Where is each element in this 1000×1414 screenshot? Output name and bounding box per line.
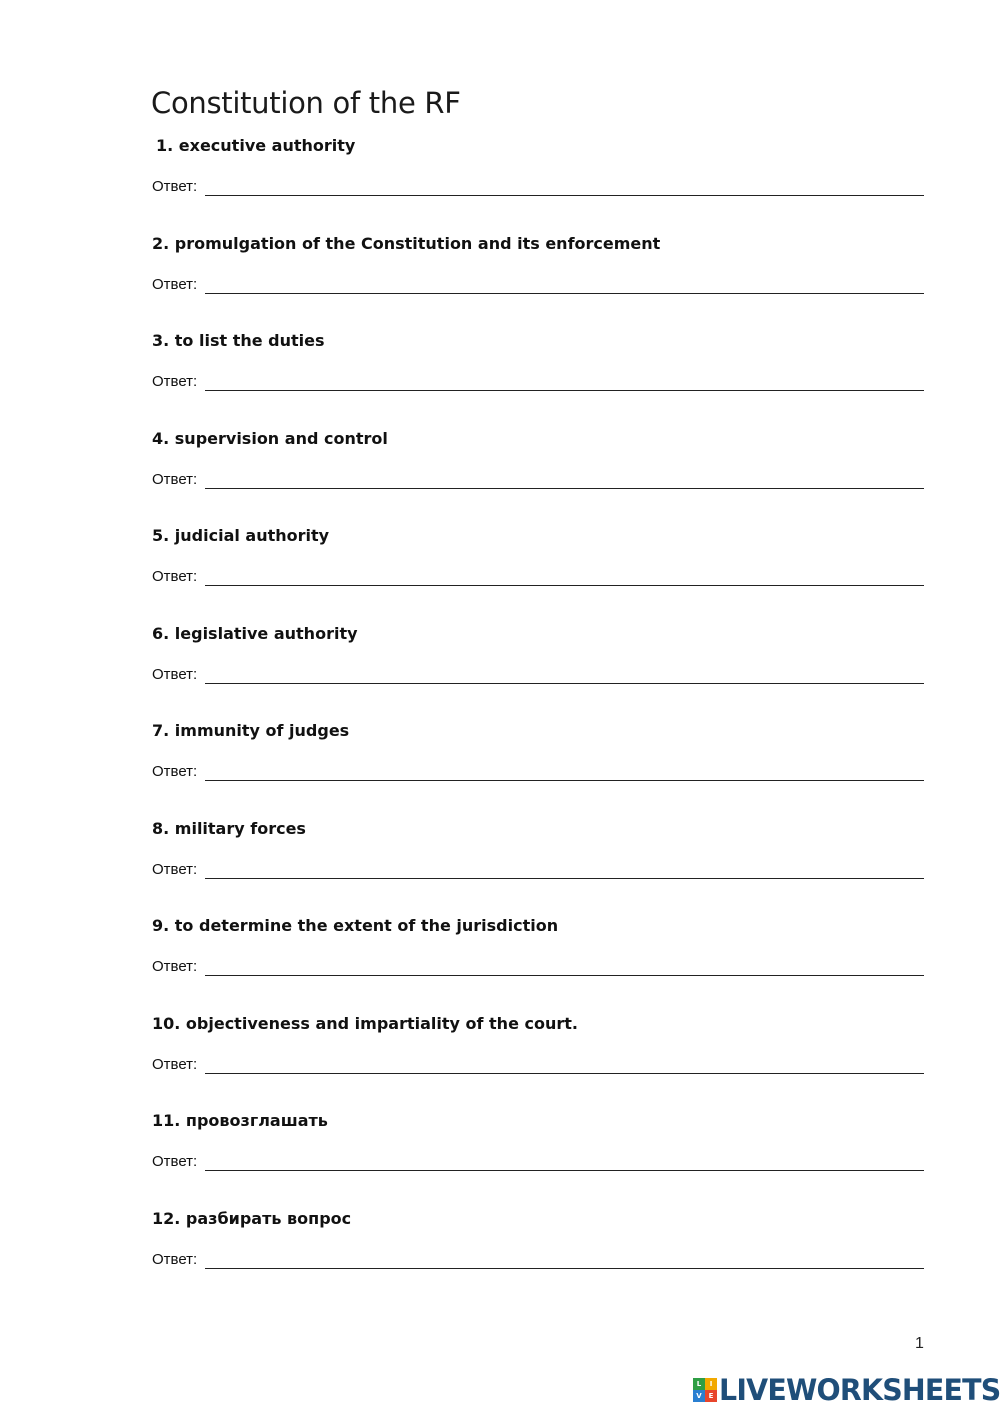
answer-row — [152, 958, 924, 980]
question-label: 5. judicial authority — [152, 526, 330, 545]
page-number: 1 — [915, 1335, 924, 1352]
brand-watermark — [693, 1374, 1000, 1406]
logo-cell: E — [705, 1390, 717, 1402]
brand-name: LIVEWORKSHEETS — [719, 1373, 1000, 1407]
answer-input[interactable] — [205, 195, 924, 196]
answer-row — [152, 861, 924, 883]
answer-input[interactable] — [205, 390, 924, 391]
question-label: 6. legislative authority — [152, 624, 358, 643]
answer-label: Ответ: — [152, 763, 198, 780]
answer-label: Ответ: — [152, 373, 198, 390]
question-label: 11. провозглашать — [152, 1111, 328, 1130]
answer-row — [152, 763, 924, 785]
answer-input[interactable] — [205, 780, 924, 781]
answer-row — [152, 178, 924, 200]
question-label: 3. to list the duties — [152, 331, 325, 350]
question-label: 7. immunity of judges — [152, 721, 350, 740]
answer-label: Ответ: — [152, 178, 198, 195]
answer-input[interactable] — [205, 1073, 924, 1074]
answer-input[interactable] — [205, 1170, 924, 1171]
answer-label: Ответ: — [152, 568, 198, 585]
answer-row — [152, 1056, 924, 1078]
page-title: Constitution of the RF — [151, 86, 461, 120]
question-label: 12. разбирать вопрос — [152, 1209, 352, 1228]
answer-label: Ответ: — [152, 1251, 198, 1268]
answer-label: Ответ: — [152, 861, 198, 878]
answer-row — [152, 373, 924, 395]
question-label: 1. executive authority — [156, 136, 356, 155]
answer-input[interactable] — [205, 488, 924, 489]
question-label: 9. to determine the extent of the jurisdiction — [152, 916, 559, 935]
answer-input[interactable] — [205, 1268, 924, 1269]
answer-input[interactable] — [205, 293, 924, 294]
answer-row — [152, 471, 924, 493]
answer-row — [152, 666, 924, 688]
answer-row — [152, 568, 924, 590]
answer-row — [152, 1251, 924, 1273]
answer-input[interactable] — [205, 975, 924, 976]
answer-input[interactable] — [205, 585, 924, 586]
answer-label: Ответ: — [152, 1153, 198, 1170]
logo-cell: I — [705, 1378, 717, 1390]
answer-label: Ответ: — [152, 958, 198, 975]
answer-input[interactable] — [205, 878, 924, 879]
logo-cell: L — [693, 1378, 705, 1390]
answer-label: Ответ: — [152, 471, 198, 488]
question-label: 2. promulgation of the Constitution and its enforcement — [152, 234, 661, 253]
question-label: 4. supervision and control — [152, 429, 388, 448]
answer-label: Ответ: — [152, 1056, 198, 1073]
answer-label: Ответ: — [152, 666, 198, 683]
answer-input[interactable] — [205, 683, 924, 684]
answer-label: Ответ: — [152, 276, 198, 293]
question-label: 8. military forces — [152, 819, 306, 838]
liveworksheets-logo-icon — [693, 1378, 717, 1402]
answer-row — [152, 1153, 924, 1175]
answer-row — [152, 276, 924, 298]
logo-cell: V — [693, 1390, 705, 1402]
question-label: 10. objectiveness and impartiality of the court. — [152, 1014, 578, 1033]
